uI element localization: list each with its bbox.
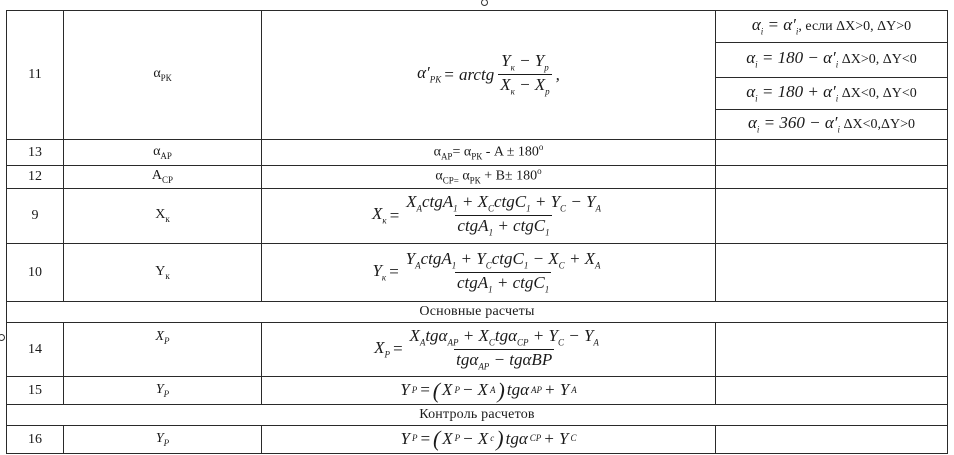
parameter-name: $\alpha_{РК}$: [64, 11, 262, 140]
table-row: [7, 243, 948, 301]
formula-cell: [262, 322, 716, 376]
parameter-name: $Y_P$: [64, 425, 262, 453]
empty-cell: [716, 243, 948, 301]
fraction: $\frac{X_Atg\alpha_{AP} + X_Ctg\alpha_{CP} + Y_C - Y_A}{tg\alpha_{AP} - tg\alpha BP}$: [409, 325, 599, 372]
xk-formula: $X_к$ = $\frac{X_ActgA_1 + X_CctgC_1 + Y_C - Y_A}{ctgA_1 + ctgC_1}$: [371, 192, 601, 238]
formula-cell: [262, 425, 716, 453]
empty-cell: [716, 165, 948, 188]
formula-cell: [262, 243, 716, 301]
yk-formula: $Y_к$ = $\frac{Y_ActgA_1 + Y_CctgC_1 - X_C + X_A}{ctgA_1 + ctgC_1}$: [372, 248, 601, 295]
fraction: $\frac{Y_ActgA_1 + Y_CctgC_1 - X_C + X_A}{ctgA_1 + ctgC_1}$: [405, 248, 601, 295]
section-title-control: Контроль расчетов: [7, 405, 948, 426]
table-row: [7, 165, 948, 188]
xp-formula: $X_P$ = $\frac{X_Atg\alpha_{AP} + X_Ctg\alpha_{CP} + Y_C - Y_A}{tg\alpha_{AP} - tg\alpha BP}$: [374, 325, 599, 372]
empty-cell: [716, 139, 948, 165]
fraction: $\frac{X_ActgA_1 + X_CctgC_1 + Y_C - Y_A}{ctgA_1 + ctgC_1}$: [406, 192, 601, 238]
row-number: 16: [7, 425, 64, 453]
calculation-table: [6, 10, 948, 454]
row-number: 13: [7, 139, 64, 165]
table-row: [7, 322, 948, 376]
section-row: [7, 405, 948, 426]
formula-cell: $\alpha_{AP}= \alpha_{РК} - A \pm 180^o$: [262, 139, 716, 165]
resize-handle-top[interactable]: [481, 0, 488, 6]
formula-cell: $\alpha_{CP=}$ $\alpha_{РК} + B\pm 180^o$: [262, 165, 716, 188]
parameter-name: $Y_к$: [64, 243, 262, 301]
parameter-name: $\alpha_{AP}$: [64, 139, 262, 165]
parameter-name: $A_{CP}$: [64, 165, 262, 188]
table-row: [7, 377, 948, 405]
row-number: 9: [7, 188, 64, 243]
formula-cell: [262, 377, 716, 405]
row-number: 14: [7, 322, 64, 376]
yp-control-formula: Y P = ( X P − X c ) tgα CP + Y C: [400, 426, 577, 452]
condition-cell: $\alpha_i = 180 - \alpha'_i$ ΔX>0, ΔY<0: [716, 43, 948, 77]
row-number: 12: [7, 165, 64, 188]
formula-cell: [262, 11, 716, 140]
section-title-main: Основные расчеты: [7, 302, 948, 323]
azimuth-formula: $\alpha'_{РК}$ = arctg $\frac{Y_к - Y_р}{X_к - X_р}$ ,: [417, 51, 560, 97]
empty-cell: [716, 377, 948, 405]
empty-cell: [716, 188, 948, 243]
condition-cell: $\alpha_i = 360 - \alpha'_i$ ΔX<0,ΔY>0: [716, 109, 948, 139]
empty-cell: [716, 322, 948, 376]
table-row: [7, 139, 948, 165]
row-number: 10: [7, 243, 64, 301]
parameter-name: $Y_P$: [64, 377, 262, 405]
table-row: [7, 11, 948, 43]
resize-handle-left[interactable]: [0, 334, 5, 341]
formula-cell: [262, 188, 716, 243]
empty-cell: [716, 425, 948, 453]
fraction: $\frac{Y_к - Y_р}{X_к - X_р}$: [500, 51, 550, 97]
row-number: 15: [7, 377, 64, 405]
row-number: 11: [7, 11, 64, 140]
section-row: [7, 302, 948, 323]
parameter-name: $X_к$: [64, 188, 262, 243]
condition-cell: $\alpha_i = 180 + \alpha'_i$ ΔX<0, ΔY<0: [716, 77, 948, 109]
table-row: [7, 425, 948, 453]
condition-cell: $\alpha_i = \alpha'_i$, если ΔX>0, ΔY>0: [716, 11, 948, 43]
parameter-name: $X_P$: [64, 322, 262, 376]
yp-formula: Y P = ( X P − X A ) tgα AP + Y A: [400, 377, 577, 403]
table-row: [7, 188, 948, 243]
